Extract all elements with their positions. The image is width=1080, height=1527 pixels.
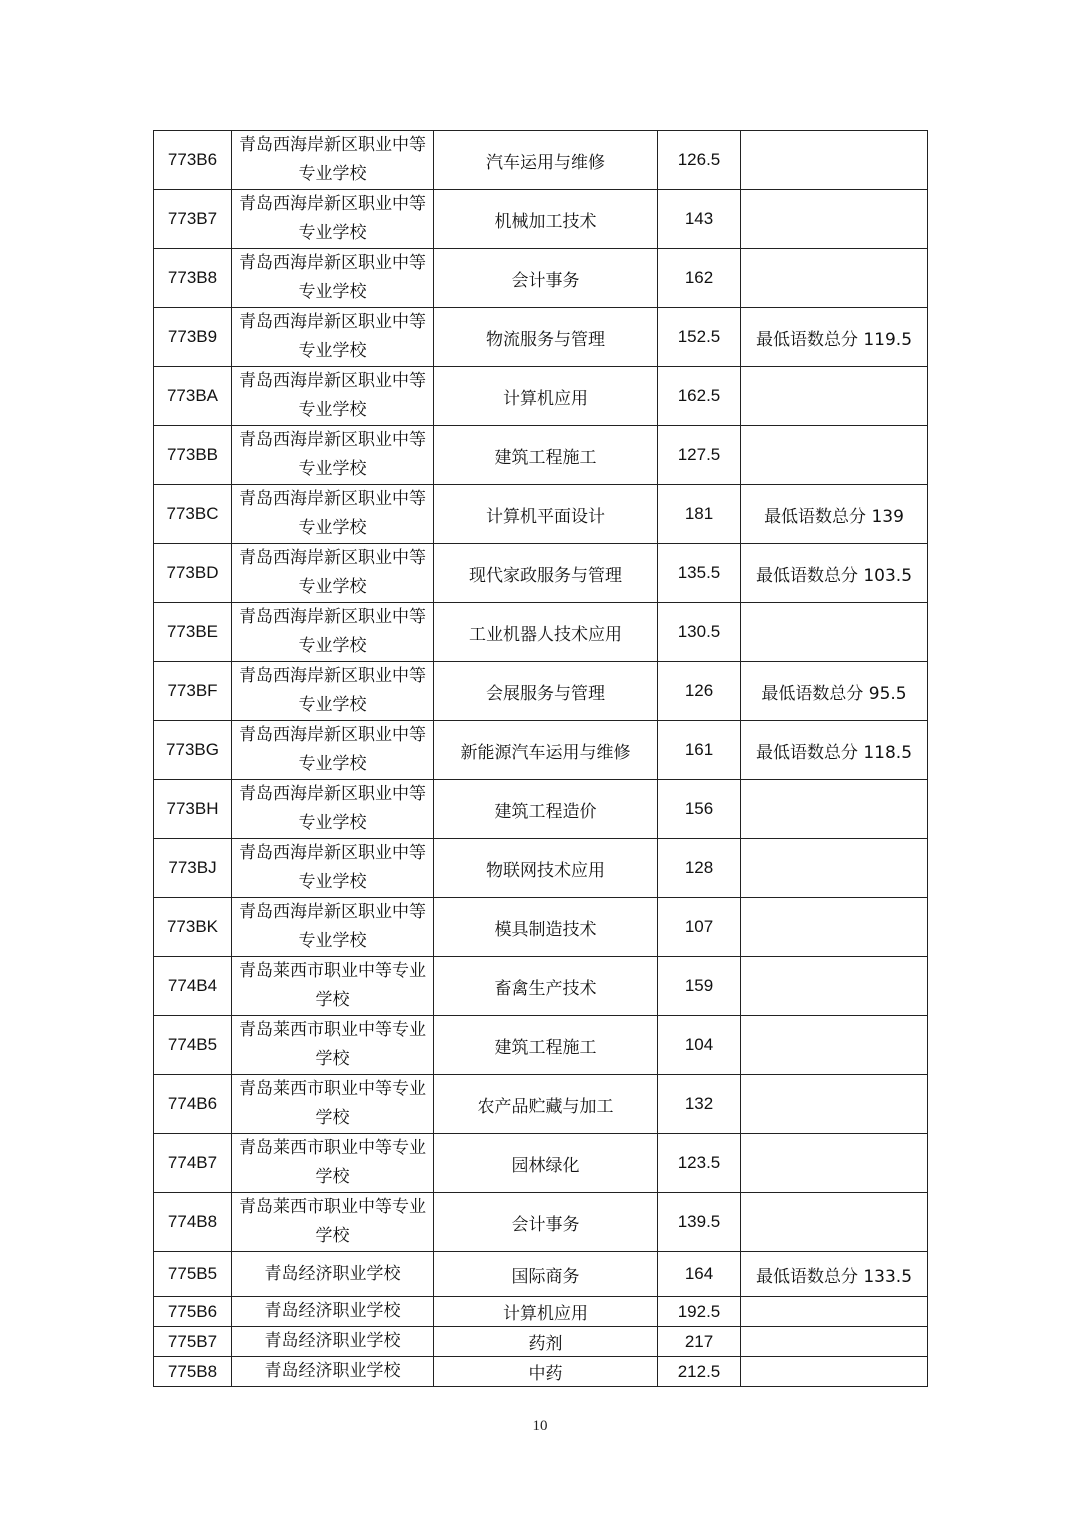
min-score-cell: 143 <box>658 190 741 249</box>
remark-cell <box>741 426 928 485</box>
remark-cell <box>741 898 928 957</box>
major-cell: 汽车运用与维修 <box>434 131 658 190</box>
table-row <box>154 839 928 898</box>
remark-cell <box>741 1075 928 1134</box>
table-row <box>154 721 928 780</box>
major-cell: 新能源汽车运用与维修 <box>434 721 658 780</box>
table-row <box>154 1134 928 1193</box>
min-score-cell: 127.5 <box>658 426 741 485</box>
table-row <box>154 426 928 485</box>
school-name-cell: 青岛莱西市职业中等专业学校 <box>232 1016 434 1075</box>
remark-cell <box>741 603 928 662</box>
major-cell: 物流服务与管理 <box>434 308 658 367</box>
school-name-cell: 青岛西海岸新区职业中等专业学校 <box>232 662 434 721</box>
school-name-cell: 青岛西海岸新区职业中等专业学校 <box>232 131 434 190</box>
min-score-cell: 130.5 <box>658 603 741 662</box>
min-score-cell: 212.5 <box>658 1357 741 1387</box>
admission-score-table <box>153 130 928 1387</box>
table-row <box>154 190 928 249</box>
school-name-cell: 青岛西海岸新区职业中等专业学校 <box>232 426 434 485</box>
school-code-cell: 775B6 <box>154 1297 232 1327</box>
remark-cell <box>741 249 928 308</box>
remark-cell: 最低语数总分 133.5 <box>741 1252 928 1297</box>
school-name-cell: 青岛西海岸新区职业中等专业学校 <box>232 898 434 957</box>
major-cell: 工业机器人技术应用 <box>434 603 658 662</box>
major-cell: 计算机平面设计 <box>434 485 658 544</box>
school-code-cell: 773BB <box>154 426 232 485</box>
min-score-cell: 164 <box>658 1252 741 1297</box>
remark-cell: 最低语数总分 119.5 <box>741 308 928 367</box>
table-row <box>154 485 928 544</box>
school-code-cell: 774B4 <box>154 957 232 1016</box>
school-name-cell: 青岛莱西市职业中等专业学校 <box>232 1134 434 1193</box>
table-row <box>154 957 928 1016</box>
school-name-cell: 青岛西海岸新区职业中等专业学校 <box>232 249 434 308</box>
table-row <box>154 1327 928 1357</box>
table-row <box>154 131 928 190</box>
remark-cell <box>741 1134 928 1193</box>
table-body <box>154 131 928 1387</box>
table-row <box>154 1016 928 1075</box>
major-cell: 计算机应用 <box>434 1297 658 1327</box>
min-score-cell: 139.5 <box>658 1193 741 1252</box>
school-code-cell: 775B5 <box>154 1252 232 1297</box>
major-cell: 园林绿化 <box>434 1134 658 1193</box>
min-score-cell: 152.5 <box>658 308 741 367</box>
school-name-cell: 青岛莱西市职业中等专业学校 <box>232 1075 434 1134</box>
table-row <box>154 1297 928 1327</box>
school-code-cell: 773BK <box>154 898 232 957</box>
major-cell: 现代家政服务与管理 <box>434 544 658 603</box>
remark-cell <box>741 1327 928 1357</box>
remark-cell <box>741 1016 928 1075</box>
min-score-cell: 181 <box>658 485 741 544</box>
school-code-cell: 775B7 <box>154 1327 232 1357</box>
school-name-cell: 青岛经济职业学校 <box>232 1252 434 1297</box>
major-cell: 国际商务 <box>434 1252 658 1297</box>
school-code-cell: 774B5 <box>154 1016 232 1075</box>
major-cell: 机械加工技术 <box>434 190 658 249</box>
table-row <box>154 1252 928 1297</box>
min-score-cell: 161 <box>658 721 741 780</box>
school-name-cell: 青岛西海岸新区职业中等专业学校 <box>232 780 434 839</box>
min-score-cell: 135.5 <box>658 544 741 603</box>
table-row <box>154 249 928 308</box>
table-row <box>154 308 928 367</box>
remark-cell <box>741 367 928 426</box>
school-name-cell: 青岛经济职业学校 <box>232 1297 434 1327</box>
major-cell: 建筑工程造价 <box>434 780 658 839</box>
school-name-cell: 青岛西海岸新区职业中等专业学校 <box>232 367 434 426</box>
min-score-cell: 156 <box>658 780 741 839</box>
min-score-cell: 126 <box>658 662 741 721</box>
school-code-cell: 773BD <box>154 544 232 603</box>
school-code-cell: 773BH <box>154 780 232 839</box>
school-name-cell: 青岛西海岸新区职业中等专业学校 <box>232 603 434 662</box>
remark-cell: 最低语数总分 103.5 <box>741 544 928 603</box>
min-score-cell: 162.5 <box>658 367 741 426</box>
school-name-cell: 青岛西海岸新区职业中等专业学校 <box>232 485 434 544</box>
remark-cell <box>741 1357 928 1387</box>
school-code-cell: 773BJ <box>154 839 232 898</box>
school-code-cell: 775B8 <box>154 1357 232 1387</box>
major-cell: 建筑工程施工 <box>434 426 658 485</box>
school-code-cell: 773BG <box>154 721 232 780</box>
school-name-cell: 青岛西海岸新区职业中等专业学校 <box>232 190 434 249</box>
school-code-cell: 773BA <box>154 367 232 426</box>
major-cell: 药剂 <box>434 1327 658 1357</box>
school-code-cell: 774B6 <box>154 1075 232 1134</box>
school-name-cell: 青岛莱西市职业中等专业学校 <box>232 1193 434 1252</box>
school-code-cell: 773BE <box>154 603 232 662</box>
school-code-cell: 773B6 <box>154 131 232 190</box>
school-code-cell: 773B7 <box>154 190 232 249</box>
major-cell: 建筑工程施工 <box>434 1016 658 1075</box>
remark-cell <box>741 1193 928 1252</box>
min-score-cell: 159 <box>658 957 741 1016</box>
school-name-cell: 青岛经济职业学校 <box>232 1357 434 1387</box>
school-name-cell: 青岛西海岸新区职业中等专业学校 <box>232 544 434 603</box>
table-row <box>154 780 928 839</box>
major-cell: 中药 <box>434 1357 658 1387</box>
school-code-cell: 773B8 <box>154 249 232 308</box>
school-code-cell: 774B7 <box>154 1134 232 1193</box>
school-name-cell: 青岛经济职业学校 <box>232 1327 434 1357</box>
table-row <box>154 544 928 603</box>
school-code-cell: 773BF <box>154 662 232 721</box>
major-cell: 畜禽生产技术 <box>434 957 658 1016</box>
remark-cell <box>741 839 928 898</box>
school-name-cell: 青岛莱西市职业中等专业学校 <box>232 957 434 1016</box>
min-score-cell: 126.5 <box>658 131 741 190</box>
min-score-cell: 123.5 <box>658 1134 741 1193</box>
table-row <box>154 603 928 662</box>
school-code-cell: 773B9 <box>154 308 232 367</box>
min-score-cell: 107 <box>658 898 741 957</box>
table-row <box>154 1075 928 1134</box>
table-row <box>154 1357 928 1387</box>
remark-cell <box>741 131 928 190</box>
major-cell: 物联网技术应用 <box>434 839 658 898</box>
major-cell: 计算机应用 <box>434 367 658 426</box>
remark-cell: 最低语数总分 118.5 <box>741 721 928 780</box>
min-score-cell: 162 <box>658 249 741 308</box>
min-score-cell: 128 <box>658 839 741 898</box>
remark-cell <box>741 957 928 1016</box>
page-number: 10 <box>532 1418 548 1434</box>
school-name-cell: 青岛西海岸新区职业中等专业学校 <box>232 721 434 780</box>
major-cell: 农产品贮藏与加工 <box>434 1075 658 1134</box>
major-cell: 模具制造技术 <box>434 898 658 957</box>
school-code-cell: 774B8 <box>154 1193 232 1252</box>
table-row <box>154 662 928 721</box>
min-score-cell: 192.5 <box>658 1297 741 1327</box>
min-score-cell: 132 <box>658 1075 741 1134</box>
table-row <box>154 1193 928 1252</box>
school-name-cell: 青岛西海岸新区职业中等专业学校 <box>232 308 434 367</box>
remark-cell: 最低语数总分 95.5 <box>741 662 928 721</box>
major-cell: 会计事务 <box>434 1193 658 1252</box>
table-row <box>154 367 928 426</box>
major-cell: 会展服务与管理 <box>434 662 658 721</box>
remark-cell: 最低语数总分 139 <box>741 485 928 544</box>
min-score-cell: 217 <box>658 1327 741 1357</box>
remark-cell <box>741 190 928 249</box>
table-row <box>154 898 928 957</box>
school-code-cell: 773BC <box>154 485 232 544</box>
remark-cell <box>741 780 928 839</box>
major-cell: 会计事务 <box>434 249 658 308</box>
remark-cell <box>741 1297 928 1327</box>
min-score-cell: 104 <box>658 1016 741 1075</box>
school-name-cell: 青岛西海岸新区职业中等专业学校 <box>232 839 434 898</box>
